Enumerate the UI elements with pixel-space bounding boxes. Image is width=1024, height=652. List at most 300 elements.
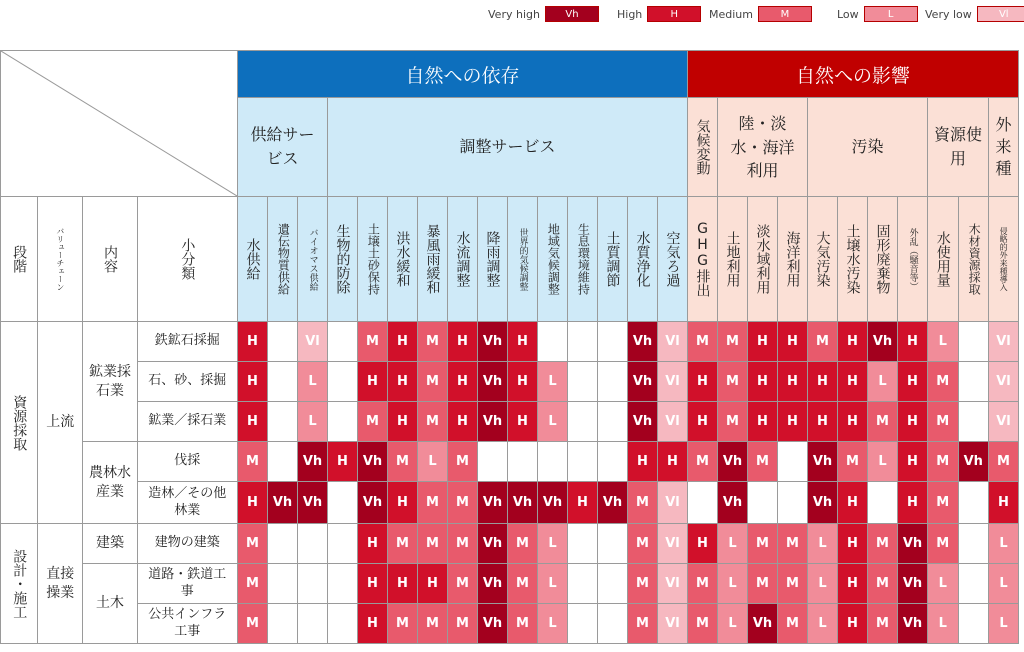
rating-cell: M	[868, 604, 898, 644]
rating-cell	[268, 322, 298, 362]
group-label: 資源使用	[933, 125, 982, 169]
rating-cell	[568, 322, 598, 362]
subcategory-cell	[137, 604, 237, 644]
column-header	[838, 197, 868, 322]
rating-cell	[328, 604, 358, 644]
group-land-water-ocean-use	[718, 98, 808, 197]
rating-cell: H	[358, 604, 388, 644]
legend-item-high	[617, 5, 701, 23]
group-supply-services	[238, 98, 328, 197]
rating-cell: Vh	[958, 442, 989, 482]
rating-cell: Vh	[298, 442, 328, 482]
corner-cell	[1, 51, 238, 197]
rating-cell: Vh	[718, 482, 748, 524]
rating-cell: H	[838, 604, 868, 644]
rating-cell: Vh	[478, 564, 508, 604]
rating-cell: Vh	[508, 482, 538, 524]
rating-cell: L	[808, 564, 838, 604]
rating-cell: L	[418, 442, 448, 482]
rating-cell: Vh	[748, 604, 778, 644]
column-header-label: 木材資源採取	[967, 223, 982, 295]
corner-diagonal	[1, 51, 237, 196]
rating-cell	[298, 564, 328, 604]
rating-cell: L	[298, 402, 328, 442]
rating-cell: H	[898, 362, 928, 402]
rating-cell	[568, 442, 598, 482]
rating-cell: L	[718, 604, 748, 644]
left-header-label: 段階	[11, 245, 28, 273]
rating-cell	[958, 402, 989, 442]
rating-cell	[328, 322, 358, 362]
rating-cell: Vh	[478, 362, 508, 402]
rating-cell: H	[778, 402, 808, 442]
rating-cell: M	[688, 442, 718, 482]
rating-cell	[568, 402, 598, 442]
rating-cell	[958, 322, 989, 362]
rating-cell: H	[778, 322, 808, 362]
rating-cell	[268, 402, 298, 442]
rating-cell: Vh	[808, 442, 838, 482]
group-pollution: 汚染	[808, 98, 928, 197]
rating-cell	[868, 482, 898, 524]
rating-cell	[958, 482, 989, 524]
rating-cell: L	[538, 604, 568, 644]
legend-swatch: Vl	[977, 6, 1024, 22]
rating-cell: H	[508, 402, 538, 442]
rating-cell	[538, 442, 568, 482]
rating-cell: H	[388, 564, 418, 604]
rating-cell: Vh	[478, 604, 508, 644]
column-header-label: 大気汚染	[814, 231, 831, 287]
rating-cell: Vh	[898, 564, 928, 604]
rating-cell: H	[388, 482, 418, 524]
stage-cell-label: 資源採取	[11, 394, 28, 451]
rating-cell	[508, 442, 538, 482]
legend-label: Medium	[709, 7, 753, 21]
column-header-label: 侵略的外来種導入	[999, 227, 1009, 291]
column-header	[989, 197, 1019, 322]
rating-cell: Vh	[358, 482, 388, 524]
table-row	[1, 442, 1019, 482]
rating-cell: Vh	[268, 482, 298, 524]
rating-cell: Vl	[658, 482, 688, 524]
rating-cell	[748, 482, 778, 524]
rating-cell: Vl	[658, 524, 688, 564]
rating-cell	[598, 362, 628, 402]
rating-cell: H	[838, 362, 868, 402]
rating-cell	[598, 604, 628, 644]
dependency-header: 自然への依存	[238, 51, 688, 98]
content-cell-label: 土木	[95, 595, 124, 612]
rating-cell: M	[778, 524, 808, 564]
rating-cell: H	[238, 482, 268, 524]
rating-cell: M	[628, 482, 658, 524]
rating-cell: L	[808, 524, 838, 564]
rating-cell: M	[418, 322, 448, 362]
subcategory-label: 鉄鉱石採掘	[154, 333, 220, 349]
column-header	[928, 197, 959, 322]
column-header	[778, 197, 808, 322]
group-label: 気候変動	[694, 119, 711, 176]
rating-cell	[568, 604, 598, 644]
rating-cell: H	[898, 402, 928, 442]
rating-cell: M	[448, 604, 478, 644]
rating-cell: Vh	[808, 482, 838, 524]
rating-cell: H	[358, 564, 388, 604]
rating-cell: L	[989, 524, 1019, 564]
rating-cell: Vh	[538, 482, 568, 524]
column-header	[748, 197, 778, 322]
rating-cell	[328, 362, 358, 402]
rating-cell: H	[448, 362, 478, 402]
content-cell-label: 鉱業採石業	[88, 363, 131, 399]
subcategory-cell	[137, 482, 237, 524]
column-header	[478, 197, 508, 322]
table-row	[1, 322, 1019, 362]
rating-cell: M	[688, 322, 718, 362]
legend-label: Very low	[925, 7, 972, 21]
column-header-label: 土質調節	[604, 231, 621, 287]
rating-cell: H	[418, 564, 448, 604]
column-header	[388, 197, 418, 322]
rating-cell: Vh	[868, 322, 898, 362]
rating-cell: M	[838, 442, 868, 482]
left-header-label: 内容	[102, 245, 118, 273]
rating-cell: M	[808, 322, 838, 362]
column-header-label: 世界的気候調整	[517, 227, 528, 291]
content-cell-label: 農林水産業	[88, 464, 131, 500]
column-header-label: 暴風雨緩和	[424, 224, 441, 294]
rating-cell: H	[688, 524, 718, 564]
rating-cell	[598, 564, 628, 604]
rating-cell: Vh	[478, 402, 508, 442]
column-header-label: 土壌土砂保持	[366, 223, 381, 295]
column-header	[598, 197, 628, 322]
rating-cell	[598, 524, 628, 564]
rating-cell: M	[388, 604, 418, 644]
column-header-label: 固形廃棄物	[874, 224, 891, 294]
rating-cell	[268, 564, 298, 604]
rating-cell: Vh	[628, 402, 658, 442]
legend-swatch: L	[864, 6, 918, 22]
content-cell	[83, 564, 137, 644]
rating-cell	[568, 362, 598, 402]
content-cell-label: 建築	[95, 535, 124, 552]
column-header	[508, 197, 538, 322]
rating-cell: H	[388, 362, 418, 402]
column-header	[538, 197, 568, 322]
rating-cell	[268, 524, 298, 564]
rating-cell: Vl	[989, 322, 1019, 362]
rating-cell: H	[838, 322, 868, 362]
rating-cell: L	[808, 604, 838, 644]
column-header	[628, 197, 658, 322]
rating-cell: H	[358, 524, 388, 564]
rating-cell: Vl	[658, 564, 688, 604]
rating-cell	[268, 442, 298, 482]
column-header	[268, 197, 298, 322]
column-header-label: 水供給	[244, 238, 261, 280]
rating-cell: H	[688, 362, 718, 402]
left-header-subcategory	[137, 197, 237, 322]
column-header	[238, 197, 268, 322]
rating-cell: H	[838, 564, 868, 604]
column-header-label: 土地利用	[724, 231, 741, 287]
rating-cell: L	[538, 524, 568, 564]
rating-cell: H	[658, 442, 688, 482]
column-header-label: 遺伝物質供給	[276, 223, 291, 295]
rating-cell	[298, 524, 328, 564]
table-row	[1, 564, 1019, 604]
subcategory-label: 石、砂、採掘	[148, 373, 227, 389]
rating-cell: M	[508, 524, 538, 564]
rating-cell: L	[868, 442, 898, 482]
rating-cell: M	[358, 322, 388, 362]
rating-cell: H	[808, 362, 838, 402]
stage-cell	[1, 524, 38, 644]
rating-cell: M	[418, 402, 448, 442]
column-header	[868, 197, 898, 322]
content-cell	[83, 524, 137, 564]
rating-cell: H	[238, 402, 268, 442]
rating-cell: M	[448, 442, 478, 482]
rating-cell	[598, 402, 628, 442]
stage-cell	[1, 322, 38, 524]
heatmap-table	[0, 50, 1019, 644]
rating-cell	[958, 362, 989, 402]
column-header-label: 外乱（騒音等）	[907, 227, 918, 291]
left-header-label: 小分類	[179, 238, 196, 280]
rating-cell: H	[628, 442, 658, 482]
rating-cell: M	[928, 402, 959, 442]
rating-cell: H	[688, 402, 718, 442]
column-header-label: 生物的防除	[334, 224, 351, 294]
stage-cell-label: 設計・施工	[11, 548, 28, 619]
rating-cell: M	[718, 402, 748, 442]
rating-cell: M	[868, 402, 898, 442]
column-header	[718, 197, 748, 322]
rating-cell	[778, 442, 808, 482]
rating-cell: M	[928, 442, 959, 482]
rating-cell: H	[448, 322, 478, 362]
rating-cell: M	[418, 482, 448, 524]
rating-cell: M	[238, 524, 268, 564]
rating-cell: H	[989, 482, 1019, 524]
legend-label: Very high	[488, 7, 540, 21]
group-label: 外来種	[995, 114, 1012, 179]
rating-cell	[568, 524, 598, 564]
column-header	[448, 197, 478, 322]
column-header	[808, 197, 838, 322]
column-header-label: 水流調整	[454, 231, 471, 287]
column-header-label: バイオマス供給	[307, 227, 318, 291]
subcategory-label: 道路・鉄道工事	[148, 566, 227, 599]
content-cell	[83, 442, 137, 524]
rating-cell: Vl	[658, 362, 688, 402]
column-header-label: 生息環境維持	[576, 223, 591, 295]
rating-cell: L	[989, 604, 1019, 644]
rating-cell: H	[388, 402, 418, 442]
table-row	[1, 482, 1019, 524]
column-header	[298, 197, 328, 322]
subcategory-cell	[137, 402, 237, 442]
rating-cell: H	[358, 362, 388, 402]
rating-cell: Vh	[718, 442, 748, 482]
rating-cell: M	[748, 564, 778, 604]
rating-cell: Vl	[658, 322, 688, 362]
value-chain-cell	[38, 524, 83, 644]
left-header-label: バリューチェーン	[55, 227, 65, 291]
table-row	[1, 362, 1019, 402]
column-header-label: 降雨調整	[484, 231, 501, 287]
legend-swatch: H	[647, 6, 701, 22]
rating-cell: L	[868, 362, 898, 402]
rating-cell: M	[628, 604, 658, 644]
rating-cell: H	[748, 362, 778, 402]
rating-cell: L	[928, 604, 959, 644]
rating-cell: M	[868, 564, 898, 604]
rating-cell	[328, 482, 358, 524]
rating-cell	[568, 564, 598, 604]
rating-cell: H	[448, 402, 478, 442]
rating-cell: M	[388, 524, 418, 564]
rating-cell: Vh	[598, 482, 628, 524]
column-header-label: 土壌水汚染	[844, 224, 861, 294]
rating-cell: L	[989, 564, 1019, 604]
rating-cell: M	[418, 524, 448, 564]
rating-cell: M	[778, 604, 808, 644]
rating-cell: H	[508, 322, 538, 362]
rating-cell: Vl	[658, 604, 688, 644]
rating-cell: M	[628, 524, 658, 564]
legend-swatch: M	[758, 6, 812, 22]
rating-cell: M	[448, 524, 478, 564]
rating-cell	[958, 604, 989, 644]
legend-label: Low	[837, 7, 859, 21]
rating-cell	[268, 604, 298, 644]
rating-cell: M	[418, 362, 448, 402]
rating-cell: H	[778, 362, 808, 402]
rating-cell: M	[448, 564, 478, 604]
rating-cell: Vh	[898, 524, 928, 564]
rating-cell: L	[538, 564, 568, 604]
column-header	[898, 197, 928, 322]
column-header-label: 水質浄化	[634, 231, 651, 287]
rating-cell: L	[538, 362, 568, 402]
column-header-label: 地域気候調整	[546, 223, 561, 295]
legend-item-very-low	[925, 5, 1024, 23]
subcategory-label: 建物の建築	[154, 535, 220, 551]
rating-cell: M	[928, 362, 959, 402]
rating-cell: L	[718, 564, 748, 604]
subcategory-label: 公共インフラ工事	[148, 606, 227, 639]
rating-cell: H	[898, 482, 928, 524]
table-row	[1, 402, 1019, 442]
rating-cell	[538, 322, 568, 362]
rating-cell	[958, 564, 989, 604]
rating-cell: M	[748, 524, 778, 564]
rating-cell: H	[508, 362, 538, 402]
rating-cell: M	[388, 442, 418, 482]
column-header	[568, 197, 598, 322]
rating-cell: M	[989, 442, 1019, 482]
subcategory-cell	[137, 362, 237, 402]
rating-cell: M	[508, 604, 538, 644]
group-climate-change	[688, 98, 718, 197]
table-row	[1, 604, 1019, 644]
rating-cell	[268, 362, 298, 402]
subcategory-label: 造林／その他林業	[148, 485, 227, 518]
rating-cell: Vh	[478, 524, 508, 564]
rating-cell: M	[238, 564, 268, 604]
rating-cell	[958, 524, 989, 564]
column-header	[418, 197, 448, 322]
content-cell	[83, 322, 137, 442]
rating-cell: M	[238, 442, 268, 482]
rating-cell: M	[628, 564, 658, 604]
rating-cell: H	[238, 322, 268, 362]
rating-cell: H	[898, 442, 928, 482]
rating-cell: M	[688, 564, 718, 604]
legend-item-low	[837, 5, 918, 23]
rating-cell: Vh	[298, 482, 328, 524]
group-resource-use	[928, 98, 989, 197]
rating-cell: Vh	[478, 322, 508, 362]
rating-cell	[328, 402, 358, 442]
rating-cell: Vl	[989, 402, 1019, 442]
rating-cell: H	[238, 362, 268, 402]
rating-cell: M	[928, 482, 959, 524]
rating-cell: Vh	[478, 482, 508, 524]
legend-label: High	[617, 7, 643, 21]
rating-cell	[598, 322, 628, 362]
rating-cell: Vl	[298, 322, 328, 362]
table-row	[1, 524, 1019, 564]
column-header-label: 水使用量	[934, 231, 951, 287]
subcategory-cell	[137, 564, 237, 604]
column-header	[958, 197, 989, 322]
rating-cell	[328, 524, 358, 564]
rating-cell: M	[748, 442, 778, 482]
value-chain-cell	[38, 322, 83, 524]
rating-cell: Vl	[989, 362, 1019, 402]
rating-cell: H	[748, 402, 778, 442]
group-label: 陸・淡水・海洋利用	[730, 114, 795, 180]
rating-cell: H	[388, 322, 418, 362]
rating-cell: M	[718, 322, 748, 362]
legend-swatch: Vh	[545, 6, 599, 22]
subcategory-label: 伐採	[174, 453, 201, 469]
rating-cell: M	[358, 402, 388, 442]
rating-cell: H	[838, 482, 868, 524]
rating-cell: M	[448, 482, 478, 524]
rating-cell: L	[928, 564, 959, 604]
rating-cell: M	[928, 524, 959, 564]
left-header-content	[83, 197, 137, 322]
legend-item-medium	[709, 5, 812, 23]
rating-cell: M	[718, 362, 748, 402]
group-regulating-services: 調整サービス	[328, 98, 688, 197]
rating-cell: L	[928, 322, 959, 362]
rating-cell: H	[568, 482, 598, 524]
column-header-label: 洪水緩和	[394, 231, 411, 287]
rating-cell: H	[838, 402, 868, 442]
rating-cell: Vh	[898, 604, 928, 644]
subcategory-cell	[137, 322, 237, 362]
column-header-label: 淡水域利用	[754, 224, 771, 294]
value-chain-cell-label: 上流	[46, 414, 75, 431]
rating-cell: M	[688, 604, 718, 644]
